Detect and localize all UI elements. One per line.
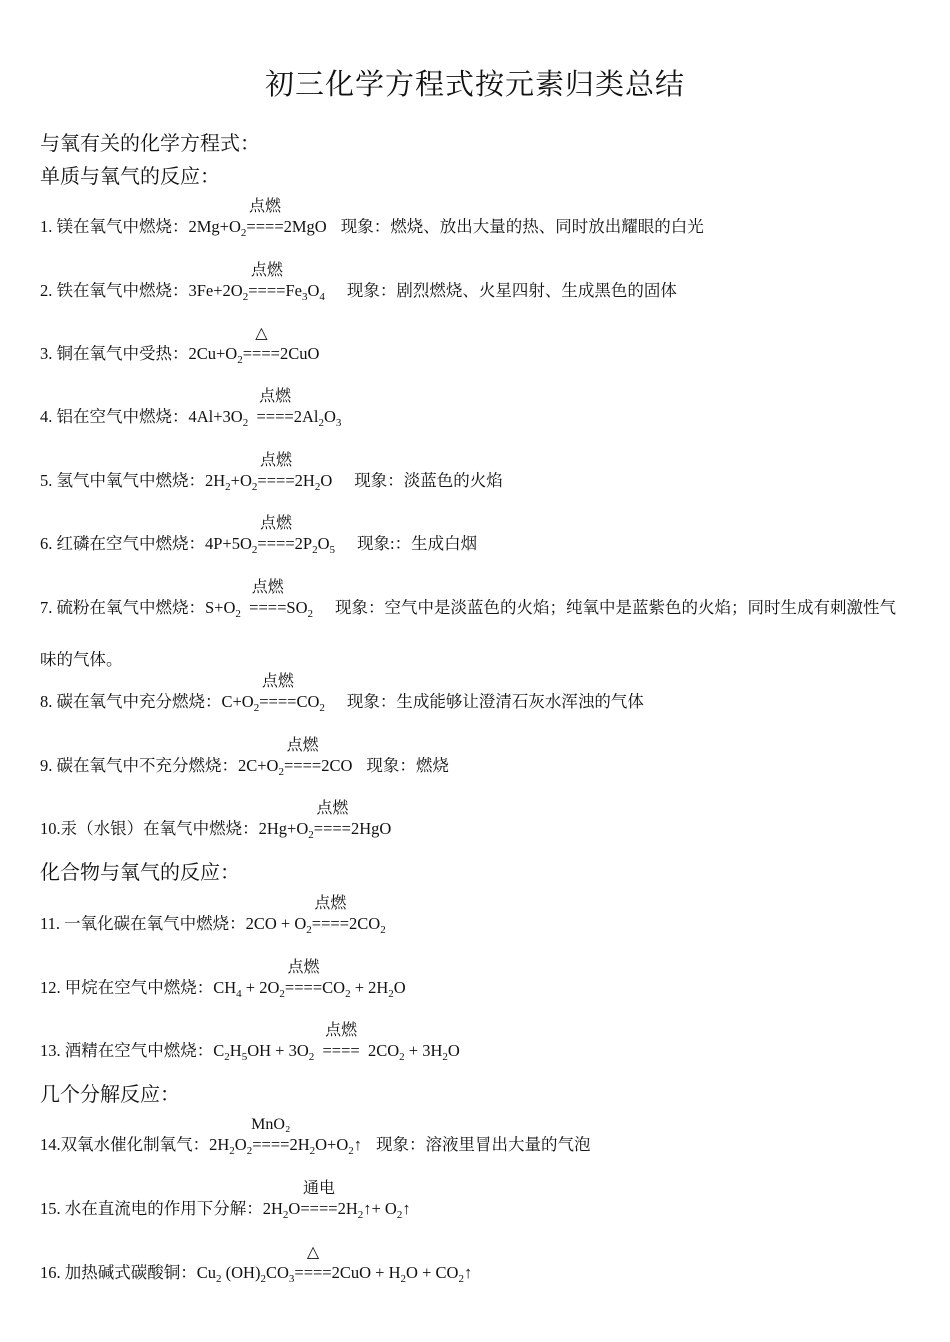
section-heading-oxygen: 与氧有关的化学方程式： — [40, 133, 260, 155]
item-label: 3. 铜在氧气中受热： — [40, 344, 189, 363]
reaction-condition: △ — [306, 1244, 320, 1261]
reaction-condition: 点燃 — [286, 737, 319, 754]
item-label: 4. 铝在空气中燃烧： — [40, 407, 189, 426]
item-label: 7. 硫粉在氧气中燃烧： — [40, 598, 205, 617]
equation-item-2: 2. 铁在氧气中燃烧：$3Fe+2O_2$ 点燃 $====Fe_3O_4$ 现象：剧烈燃烧、火星四射、生成黑色的固体 — [40, 262, 677, 303]
reaction-arrow: 点燃 ==== — [284, 959, 323, 997]
item-observation: 现象：空气中是淡蓝色的火焰；纯氧中是蓝紫色的火焰；同时生成有刺激性气味的气体。 — [40, 598, 896, 669]
equation-item-7: 7. 硫粉在氧气中燃烧：$S+O_2$ 点燃 $====SO_2$ 现象：空气中是淡蓝色的火焰；纯氧中是蓝紫色的火焰；同时生成有刺激性气味的气体。 — [40, 585, 910, 683]
reaction-arrow: MnO₂ ==== — [251, 1116, 291, 1154]
reaction-condition: 点燃 — [325, 1022, 358, 1039]
reaction-condition: 点燃 — [250, 262, 283, 279]
item-observation: 现象：淡蓝色的火焰 — [354, 471, 503, 490]
reaction-arrow: 点燃 ==== — [246, 198, 284, 236]
equation-item-10: 10.汞（水银）在氧气中燃烧：$2Hg+O_2$ 点燃 ====2HgO — [40, 800, 392, 841]
reaction-arrow: 点燃 ==== — [257, 515, 295, 553]
item-label: 5. 氢气中氧气中燃烧： — [40, 471, 205, 490]
reaction-condition: 点燃 — [249, 198, 282, 215]
document-title: 初三化学方程式按元素归类总结 — [264, 69, 685, 101]
reaction-arrow: 点燃 ==== — [256, 388, 294, 426]
equation-item-6: 6. 红磷在空气中燃烧：$4P+5O_2$ 点燃 $====2P_2O_5$ 现象:：生成白烟 — [40, 515, 478, 556]
reaction-arrow: △ ==== — [294, 1244, 332, 1282]
equation-item-3: 3. 铜在氧气中受热：$2Cu+O_2$ △ ====2CuO — [40, 325, 320, 366]
equation-item-12: 12. 甲烷在空气中燃烧：$CH_4 + 2O_2$ 点燃 $====CO_2 + 2H_2O$ — [40, 959, 406, 1000]
equation-item-15: 15. 水在直流电的作用下分解：$2H_2O$ 通电 $====2H_2↑+$ $O_2↑$ — [40, 1180, 411, 1221]
item-label: 16. 加热碱式碳酸铜： — [40, 1263, 197, 1282]
item-label: 10.汞（水银）在氧气中燃烧： — [40, 819, 259, 838]
reaction-condition: 点燃 — [316, 800, 349, 817]
item-label: 2. 铁在氧气中燃烧： — [40, 281, 189, 300]
equation-item-14: 14.双氧水催化制氧气：$2H_2O_2$ MnO₂ $====2H_2O+O_2↑$ 现象：溶液里冒出大量的气泡 — [40, 1116, 591, 1157]
item-observation: 现象：溶液里冒出大量的气泡 — [376, 1135, 591, 1154]
reaction-arrow: 点燃 ==== — [248, 262, 286, 300]
section-heading-single: 单质与氧气的反应： — [40, 166, 220, 188]
equation-item-5: 5. 氢气中氧气中燃烧：$2H_2+O_2$ 点燃 $====2H_2O$ 现象：淡蓝色的火焰 — [40, 452, 503, 493]
reaction-condition: 点燃 — [260, 452, 293, 469]
section-heading-compound: 化合物与氧气的反应： — [40, 862, 240, 884]
equation-item-11: 11. 一氧化碳在氧气中燃烧：$2CO + O_2$ 点燃 $====2CO_2$ — [40, 895, 386, 936]
equation-item-16: 16. 加热碱式碳酸铜：$Cu_2$ $(OH)_2CO_3$ △ $====2CuO + H_2O$ + $CO_2↑$ — [40, 1244, 473, 1285]
equation-item-4: 4. 铝在空气中燃烧：$4Al+3O_2$ 点燃 $====2Al_2O_3$ — [40, 388, 342, 429]
reaction-arrow: 点燃 ==== — [259, 673, 297, 711]
reaction-condition: 点燃 — [259, 388, 292, 405]
equation-item-8: 8. 碳在氧气中充分燃烧：$C+O_2$ 点燃 $====CO_2$ 现象：生成能够让澄清石灰水浑浊的气体 — [40, 673, 644, 714]
reaction-arrow: 点燃 ==== — [249, 585, 286, 631]
equation-item-13: 13. 酒精在空气中燃烧：$C_2H_5OH + 3O_2$ 点燃 ==== $2CO_2 + 3H_2O$ — [40, 1022, 460, 1063]
reaction-condition: 点燃 — [261, 673, 294, 690]
item-observation: 现象：生成能够让澄清石灰水浑浊的气体 — [346, 692, 644, 711]
reaction-arrow: 点燃 ==== — [257, 452, 295, 490]
reaction-arrow: △ ==== — [242, 325, 280, 363]
reaction-arrow: 点燃 ==== — [313, 800, 351, 838]
reaction-condition: MnO₂ — [251, 1116, 291, 1133]
reaction-condition: 点燃 — [251, 579, 284, 596]
item-label: 1. 镁在氧气中燃烧： — [40, 217, 189, 236]
equation-item-9: 9. 碳在氧气中不充分燃烧：$2C+O_2$ 点燃 ====2CO 现象：燃烧 — [40, 737, 449, 778]
item-observation: 现象:：生成白烟 — [357, 534, 478, 553]
item-label: 14.双氧水催化制氧气： — [40, 1135, 210, 1154]
item-observation: 现象：燃烧、放出大量的热、同时放出耀眼的白光 — [340, 217, 704, 236]
reaction-arrow: 点燃 ==== — [311, 895, 350, 933]
item-label: 6. 红磷在空气中燃烧： — [40, 534, 205, 553]
item-label: 15. 水在直流电的作用下分解： — [40, 1199, 263, 1218]
reaction-condition: 通电 — [302, 1180, 335, 1197]
reaction-arrow: 通电 ==== — [300, 1180, 338, 1218]
item-label: 13. 酒精在空气中燃烧： — [40, 1041, 214, 1060]
item-observation: 现象：剧烈燃烧、火星四射、生成黑色的固体 — [346, 281, 677, 300]
item-observation: 现象：燃烧 — [366, 756, 449, 775]
reaction-arrow: 点燃 ==== — [322, 1022, 360, 1060]
reaction-condition: △ — [255, 325, 268, 342]
equation-item-1: 1. 镁在氧气中燃烧：$2Mg+O_2$ 点燃 ====2MgO 现象：燃烧、放出大量的热、同时放出耀眼的白光 — [40, 198, 704, 239]
reaction-condition: 点燃 — [314, 895, 347, 912]
reaction-condition: 点燃 — [287, 959, 320, 976]
item-label: 12. 甲烷在空气中燃烧： — [40, 978, 214, 997]
section-heading-decomposition: 几个分解反应： — [40, 1084, 180, 1106]
reaction-condition: 点燃 — [260, 515, 293, 532]
item-label: 8. 碳在氧气中充分燃烧： — [40, 692, 222, 711]
reaction-arrow: 点燃 ==== — [283, 737, 322, 775]
item-label: 9. 碳在氧气中不充分燃烧： — [40, 756, 238, 775]
item-label: 11. 一氧化碳在氧气中燃烧： — [40, 914, 246, 933]
